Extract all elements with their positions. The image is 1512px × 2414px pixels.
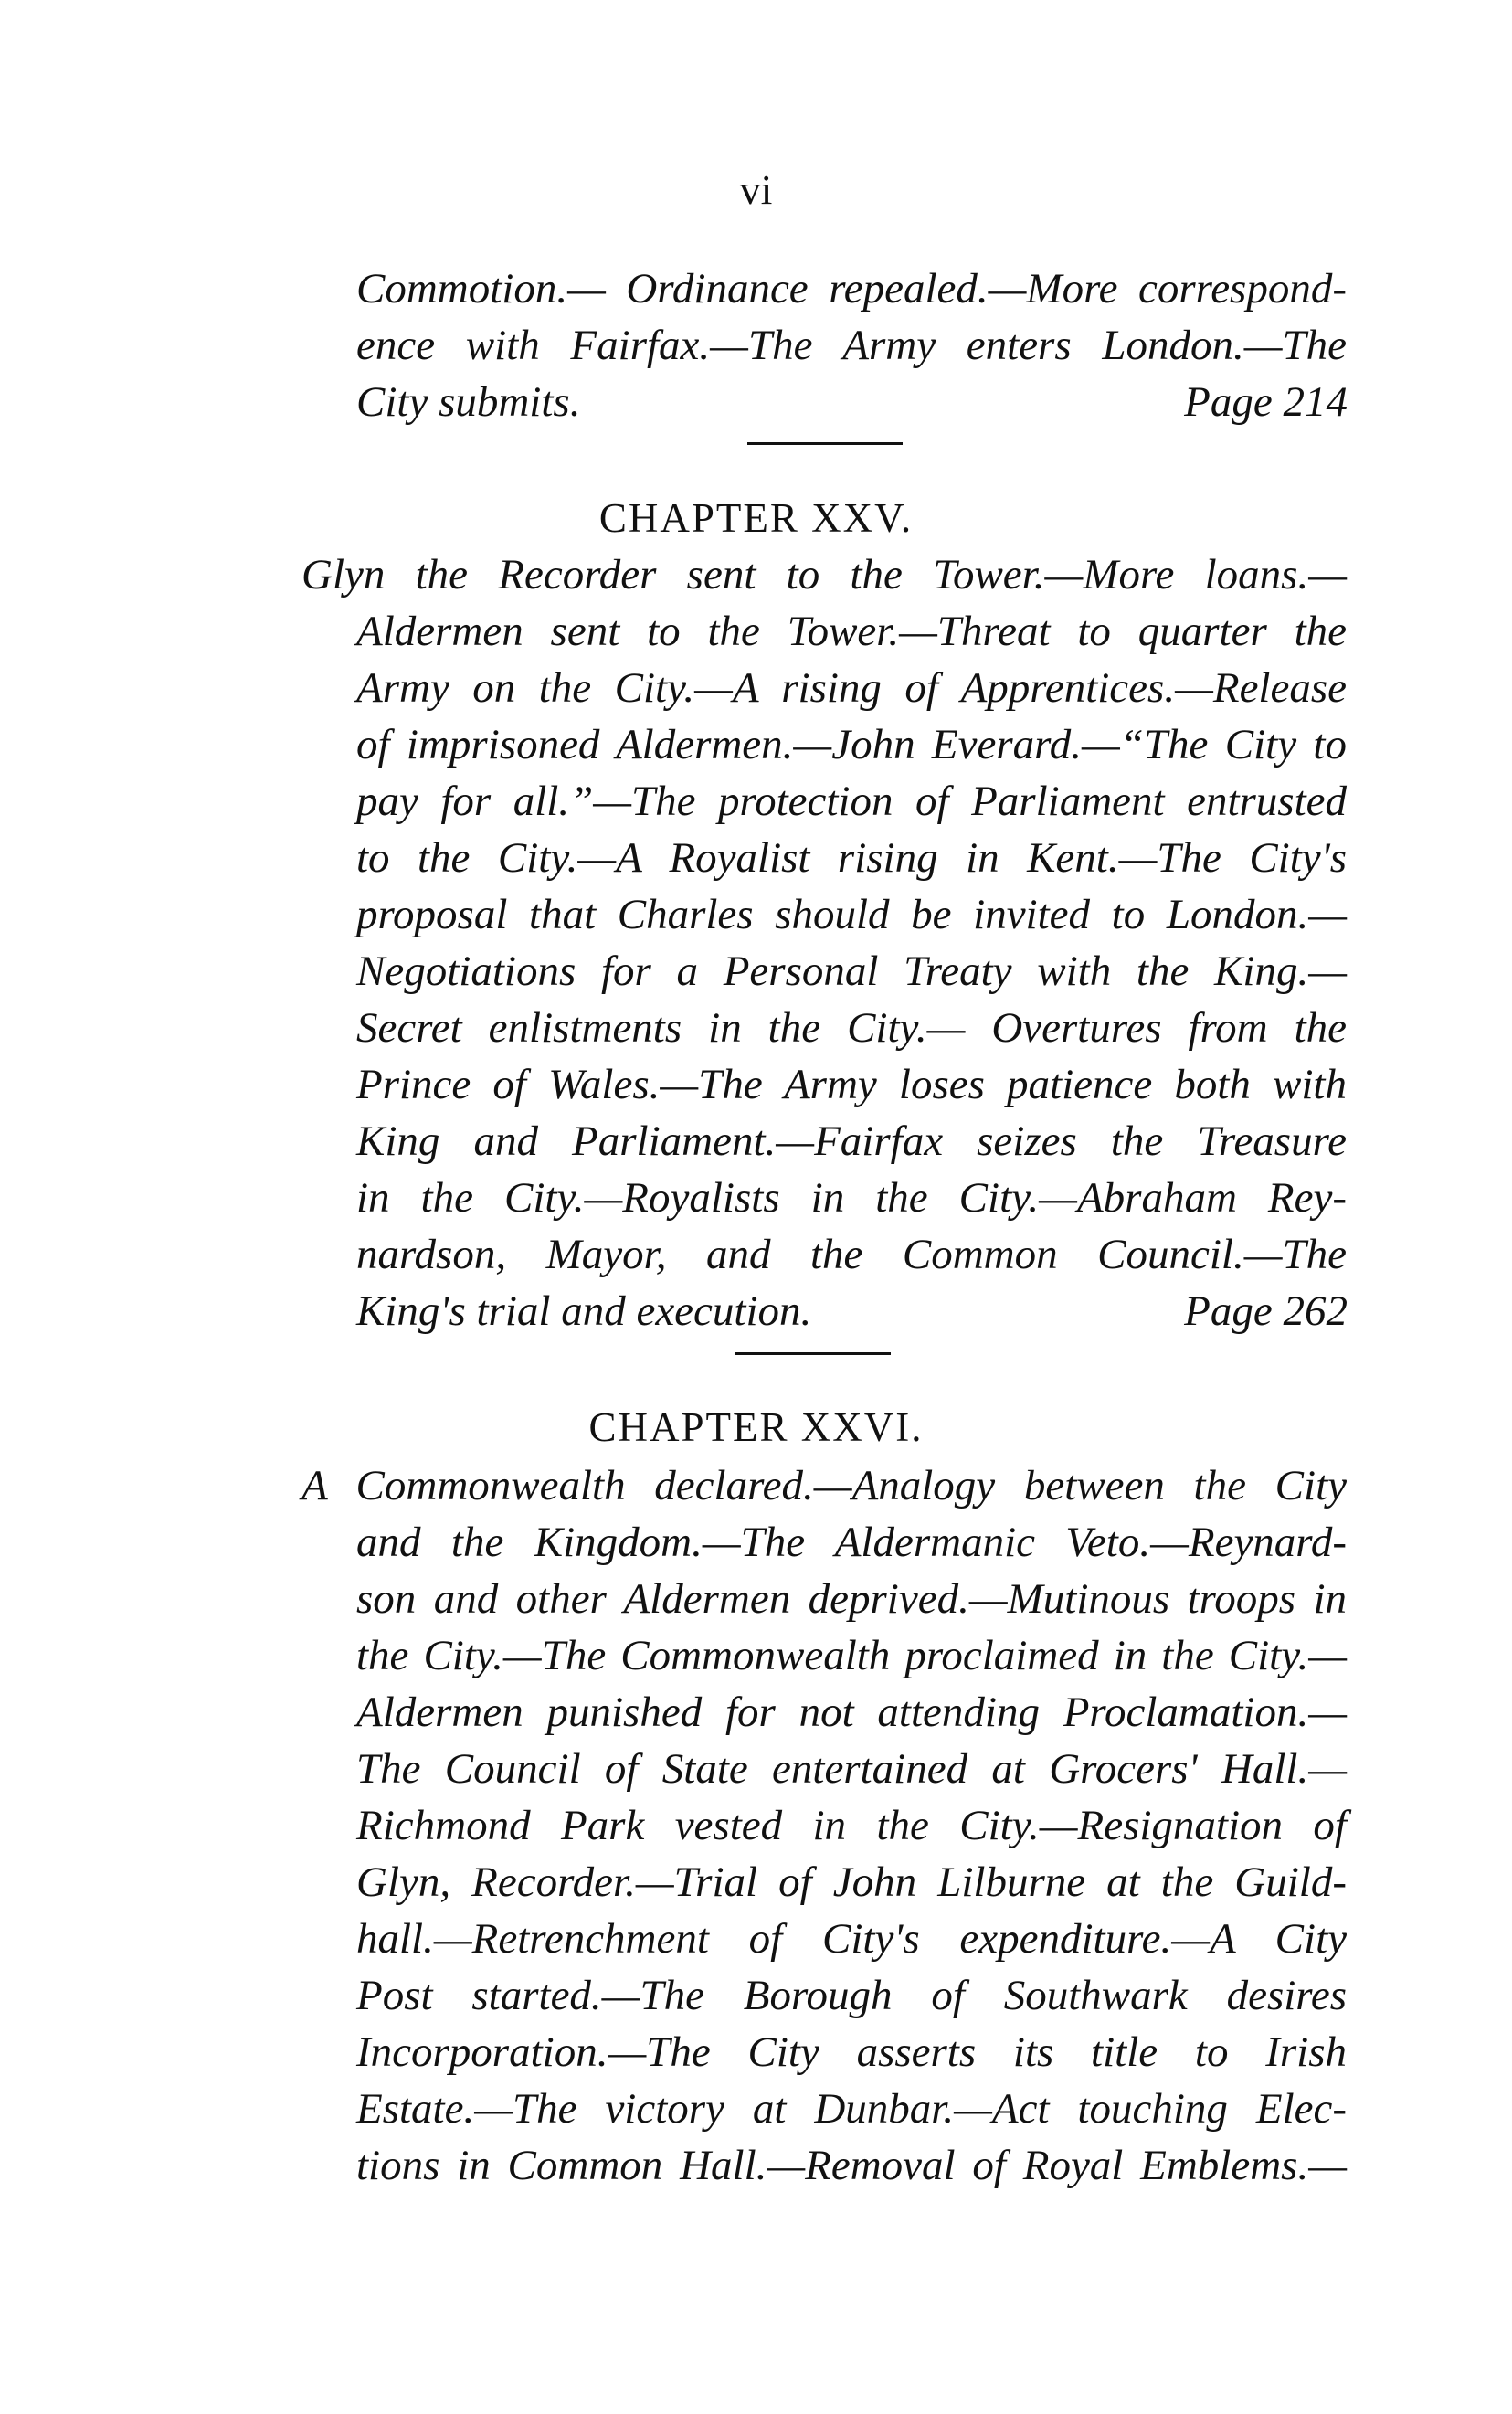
summary-line: Aldermen sent to the Tower.—Threat to quarter the [356, 608, 1347, 655]
summary-line: and the Kingdom.—The Aldermanic Veto.—Reynard- [356, 1519, 1347, 1566]
summary-line: son and other Aldermen deprived.—Mutinous troops in [356, 1575, 1347, 1623]
summary-line: Glyn the Recorder sent to the Tower.—More loans.— [301, 551, 1347, 598]
summary-line: Army on the City.—A rising of Apprentices.—Release [356, 664, 1347, 712]
continuation-line: City submits. [356, 378, 581, 426]
summary-line: Estate.—The victory at Dunbar.—Act touching Elec- [356, 2085, 1347, 2133]
summary-line: tions in Common Hall.—Removal of Royal Emblems.— [356, 2142, 1347, 2189]
chapter-summary [301, 546, 1348, 1350]
page-reference: Page 262 [1184, 1287, 1348, 1335]
chapter-summary [301, 1457, 1348, 2207]
summary-line: the City.—The Commonwealth proclaimed in the City.— [356, 1632, 1347, 1679]
section-divider [735, 1352, 891, 1355]
summary-line: nardson, Mayor, and the Common Council.—The [356, 1231, 1347, 1278]
summary-line: Incorporation.—The City asserts its title to Irish [356, 2028, 1347, 2076]
summary-line: Post started.—The Borough of Southwark desires [356, 1972, 1347, 2019]
summary-line: Secret enlistments in the City.— Overtures from the [356, 1004, 1347, 1052]
chapter-heading: CHAPTER XXV. [598, 495, 914, 541]
summary-line: Prince of Wales.—The Army loses patience both with [356, 1061, 1347, 1108]
continuation-block [301, 260, 1348, 443]
summary-line: Glyn, Recorder.—Trial of John Lilburne at the Guild- [356, 1858, 1347, 1906]
summary-line: in the City.—Royalists in the City.—Abraham Rey- [356, 1174, 1347, 1222]
summary-line: King and Parliament.—Fairfax seizes the Treasure [356, 1117, 1347, 1165]
page-reference: Page 214 [1184, 378, 1348, 426]
section-divider [747, 442, 903, 445]
summary-line: Aldermen punished for not attending Proclamation.— [356, 1689, 1347, 1736]
page-number: vi [739, 166, 773, 213]
summary-line: pay for all.”—The protection of Parliament entrusted [356, 778, 1347, 825]
summary-line: of imprisoned Aldermen.—John Everard.—“The City to [356, 721, 1347, 768]
summary-line: hall.—Retrenchment of City's expenditure.—A City [356, 1915, 1347, 1963]
continuation-line: Commotion.— Ordinance repealed.—More correspond- [356, 265, 1347, 312]
summary-line: Richmond Park vested in the City.—Resignation of [356, 1802, 1347, 1849]
summary-line: A Commonwealth declared.—Analogy between the City [301, 1462, 1347, 1509]
summary-line: The Council of State entertained at Grocers' Hall.— [356, 1745, 1347, 1793]
chapter-heading: CHAPTER XXVI. [588, 1404, 924, 1450]
summary-line: King's trial and execution. [356, 1287, 812, 1335]
summary-line: Negotiations for a Personal Treaty with the King.— [356, 948, 1347, 995]
summary-line: to the City.—A Royalist rising in Kent.—The City's [356, 834, 1347, 882]
summary-line: proposal that Charles should be invited to London.— [356, 891, 1347, 938]
continuation-line: ence with Fairfax.—The Army enters London.—The [356, 322, 1347, 369]
